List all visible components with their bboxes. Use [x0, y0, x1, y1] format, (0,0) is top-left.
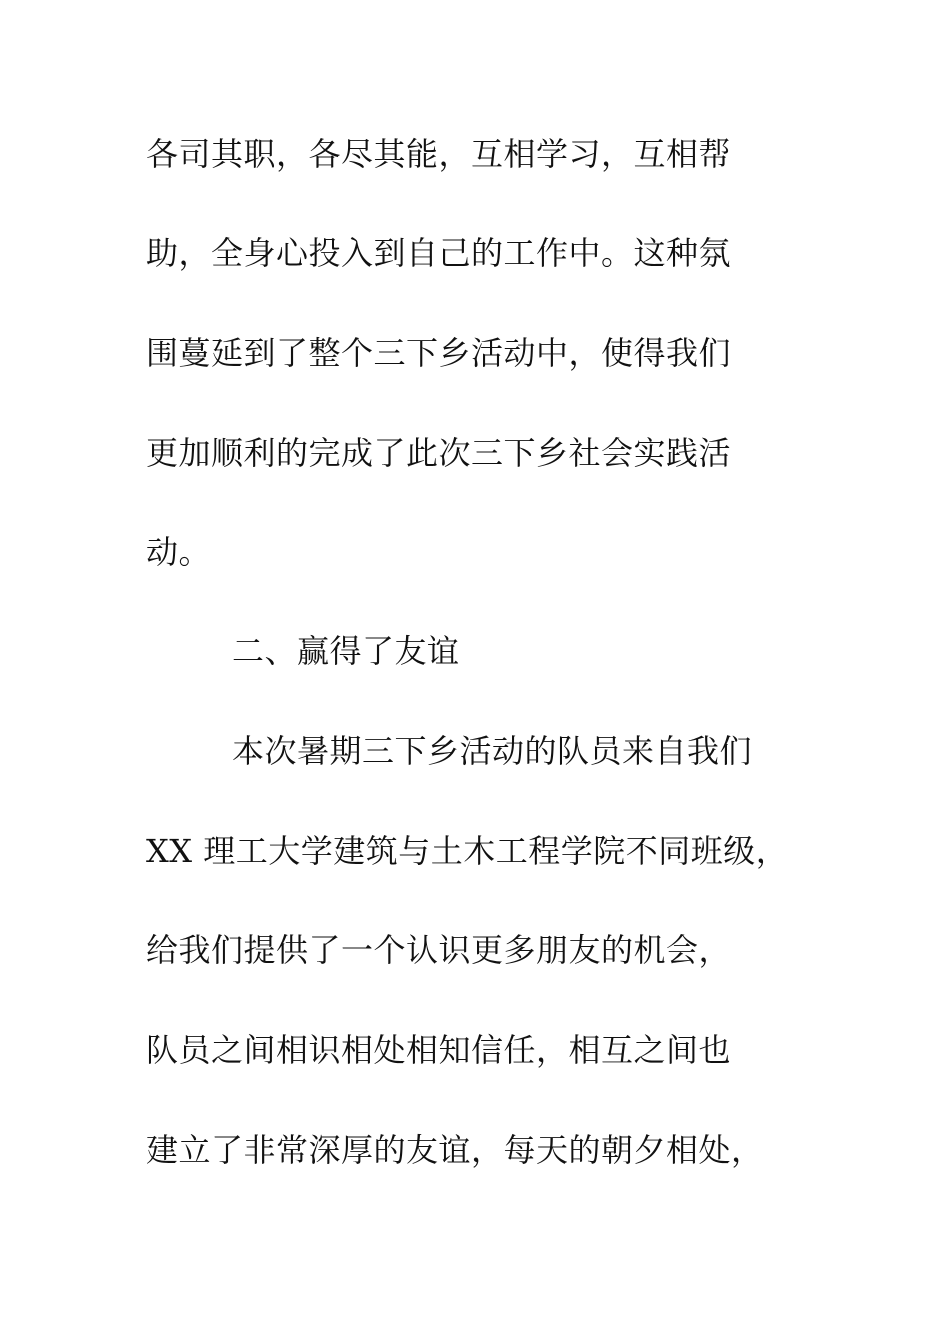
text-line: 给我们提供了一个认识更多朋友的机会， [146, 931, 732, 969]
text-line: 动。 [146, 533, 212, 571]
paragraph-first-line: 本次暑期三下乡活动的队员来自我们 [232, 732, 753, 770]
text-line: 更加顺利的完成了此次三下乡社会实践活 [146, 434, 732, 472]
text-line: 围蔓延到了整个三下乡活动中，使得我们 [146, 334, 732, 372]
section-heading: 二、赢得了友谊 [232, 632, 460, 670]
text-line: 助，全身心投入到自己的工作中。这种氛 [146, 234, 732, 272]
text-line: 各司其职，各尽其能，互相学习，互相帮 [146, 135, 732, 173]
text-line: 队员之间相识相处相知信任，相互之间也 [146, 1031, 732, 1069]
text-line: XX 理工大学建筑与土木工程学院不同班级， [146, 832, 789, 870]
text-line: 建立了非常深厚的友谊，每天的朝夕相处， [146, 1131, 764, 1169]
